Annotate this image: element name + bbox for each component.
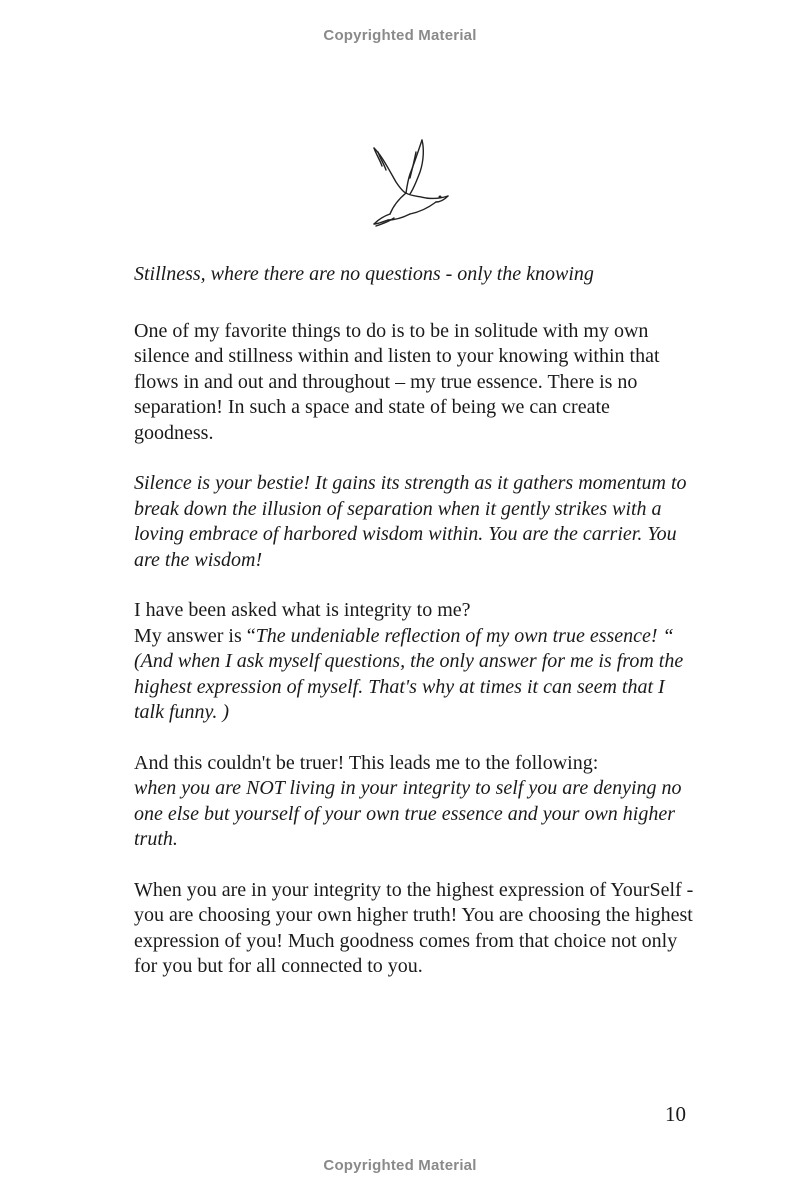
epigraph: Stillness, where there are no questions - only the knowing: [134, 263, 594, 285]
paragraph-integrity: [134, 598, 694, 726]
paragraph-line: I have been asked what is integrity to me?: [134, 599, 471, 621]
paragraph-italic-text: when you are NOT living in your integrity to self you are denying no one else but yourself of your own true essence and your own higher truth.: [134, 777, 682, 850]
paragraph-lead: And this couldn't be truer! This leads me to the following:: [134, 751, 599, 774]
page-number: 10: [665, 1102, 686, 1126]
paragraph-closing: When you are in your integrity to the highest expression of YourSelf - you are choosing your own higher truth! You are choosing the highest expression of you! Much goodness comes from that choice not only for you but for all connected to you.: [134, 878, 694, 977]
page-body: [134, 262, 694, 1005]
dove-icon: [370, 138, 450, 228]
paragraph-italic: Silence is your bestie! It gains its strength as it gathers momentum to break down the illusion of separation when it gently strikes with a loving embrace of harbored wisdom within. You are the carrier. You are the wisdom!: [134, 472, 687, 571]
paragraph-truer: [134, 751, 694, 853]
answer-quote: The undeniable reflection of my own true essence! “ (And when I ask myself questions, the only answer for me is from the highest expression of myself. That's why at times it can seem that I talk funny. ): [134, 624, 684, 723]
paragraph: One of my favorite things to do is to be in solitude with my own silence and stillness within and listen to your knowing within that flows in and out and throughout – my true essence. There is no separation! In such a space and state of being we can create goodness.: [134, 319, 660, 444]
watermark-top: Copyrighted Material: [323, 27, 477, 44]
answer-lead: My answer is “: [134, 624, 256, 647]
watermark-bottom: Copyrighted Material: [323, 1157, 477, 1174]
